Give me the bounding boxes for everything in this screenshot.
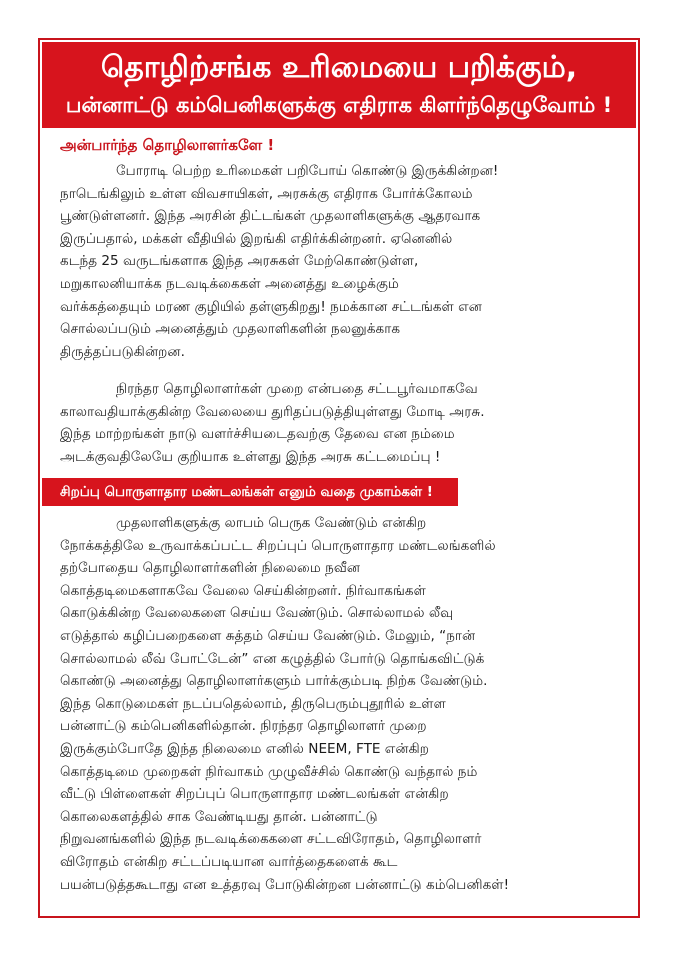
text-line: தற்போதைய தொழிலாளர்களின் நிலைமை நவீன <box>60 560 361 577</box>
text-line: அடக்குவதிலேயே குறியாக உள்ளது இந்த அரசு கட்டமைப்பு ! <box>60 448 441 465</box>
text-line: பன்னாட்டு கம்பெனிகளில்தான். நிரந்தர தொழிலாளர் முறை <box>60 718 427 735</box>
intro-paragraph-2 <box>60 378 622 468</box>
text-line: எடுத்தால் கழிப்பறைகளை சுத்தம் செய்ய வேண்டும். மேலும், “நான் <box>60 627 476 644</box>
section-heading-sez: சிறப்பு பொருளாதார மண்டலங்கள் எனும் வதை முகாம்கள் ! <box>42 478 458 506</box>
text-line: கொடுக்கின்ற வேலைகளை செய்ய வேண்டும். சொல்லாமல் லீவு <box>60 605 454 622</box>
text-line: வீட்டு பிள்ளைகள் சிறப்புப் பொருளாதார மண்டலங்கள் என்கிற <box>60 786 449 803</box>
text-line: நாடெங்கிலும் உள்ள விவசாயிகள், அரசுக்கு எதிராக போர்க்கோலம் <box>60 185 473 202</box>
text-line: கொலைகளத்தில் சாக வேண்டியது தான். பன்னாட்டு <box>60 808 378 825</box>
salutation-heading: அன்பார்ந்த தொழிலாளர்களே ! <box>60 136 275 154</box>
text-line: இருப்பதால், மக்கள் வீதியில் இறங்கி எதிர்க்கின்றனர். ஏனெனில் <box>60 230 453 247</box>
page-subtitle: பன்னாட்டு கம்பெனிகளுக்கு எதிராக கிளர்ந்தெழுவோம் ! <box>65 93 613 117</box>
text-line: மறுகாலனியாக்க நடவடிக்கைகள் அனைத்து உழைக்கும் <box>60 275 399 292</box>
text-line: நோக்கத்திலே உருவாக்கப்பட்ட சிறப்புப் பொருளாதார மண்டலங்களில் <box>60 537 496 554</box>
title-banner <box>42 42 636 128</box>
text-line: இந்த மாற்றங்கள் நாடு வளர்ச்சியடைதவற்கு தேவை என நம்மை <box>60 426 455 443</box>
sez-paragraph <box>60 512 622 896</box>
text-line: போராடி பெற்ற உரிமைகள் பறிபோய் கொண்டு இருக்கின்றன! <box>116 163 499 179</box>
text-line: கொண்டு அனைத்து தொழிலாளர்களும் பார்க்கும்படி நிற்க வேண்டும். <box>60 673 488 690</box>
text-line: சொல்லாமல் லீவ் போட்டேன்” என கழுத்தில் போர்டு தொங்கவிட்டுக் <box>60 650 485 667</box>
text-line: விரோதம் என்கிற சட்டப்படியான வார்த்தைகளைக் கூட <box>60 853 398 870</box>
text-line: காலாவதியாக்குகின்ற வேலையை துரிதப்படுத்தியுள்ளது மோடி அரசு. <box>60 403 485 420</box>
text-line: கொத்தடிமை முறைகள் நிர்வாகம் முழுவீச்சில் கொண்டு வந்தால் நம் <box>60 763 478 780</box>
text-line: பூண்டுள்ளனர். இந்த அரசின் திட்டங்கள் முதலாளிகளுக்கு ஆதரவாக <box>60 208 481 225</box>
text-line: கொத்தடிமைகளாகவே வேலை செய்கின்றனர். நிர்வாகங்கள் <box>60 582 426 599</box>
text-line: நிரந்தர தொழிலாளர்கள் முறை என்பதை சட்டபூர்வமாகவே <box>116 381 478 397</box>
text-line: பயன்படுத்தகூடாது என உத்தரவு போடுகின்றன பன்னாட்டு கம்பெனிகள்! <box>60 876 510 893</box>
text-line: இந்த கொடுமைகள் நடப்பதெல்லாம், திருபெரும்புதூரில் உள்ள <box>60 695 446 712</box>
text-line: இருக்கும்போதே இந்த நிலைமை எனில் NEEM, FTE என்கிற <box>60 740 429 757</box>
text-line: சொல்லப்படும் அனைத்தும் முதலாளிகளின் நலனுக்காக <box>60 321 401 338</box>
text-line: வர்க்கத்தையும் மரண குழியில் தள்ளுகிறது! நமக்கான சட்டங்கள் என <box>60 298 482 315</box>
text-line: கடந்த 25 வருடங்களாக இந்த அரசுகள் மேற்கொண்டுள்ள, <box>60 253 419 270</box>
page-title: தொழிற்சங்க உரிமையை பறிக்கும், <box>100 50 578 85</box>
text-line: நிறுவனங்களில் இந்த நடவடிக்கைகளை சட்டவிரோதம், தொழிலாளர் <box>60 831 482 848</box>
text-line: முதலாளிகளுக்கு லாபம் பெருக வேண்டும் என்கிற <box>116 515 427 531</box>
text-line: திருத்தப்படுகின்றன. <box>60 343 185 360</box>
intro-paragraph-1 <box>60 160 622 363</box>
